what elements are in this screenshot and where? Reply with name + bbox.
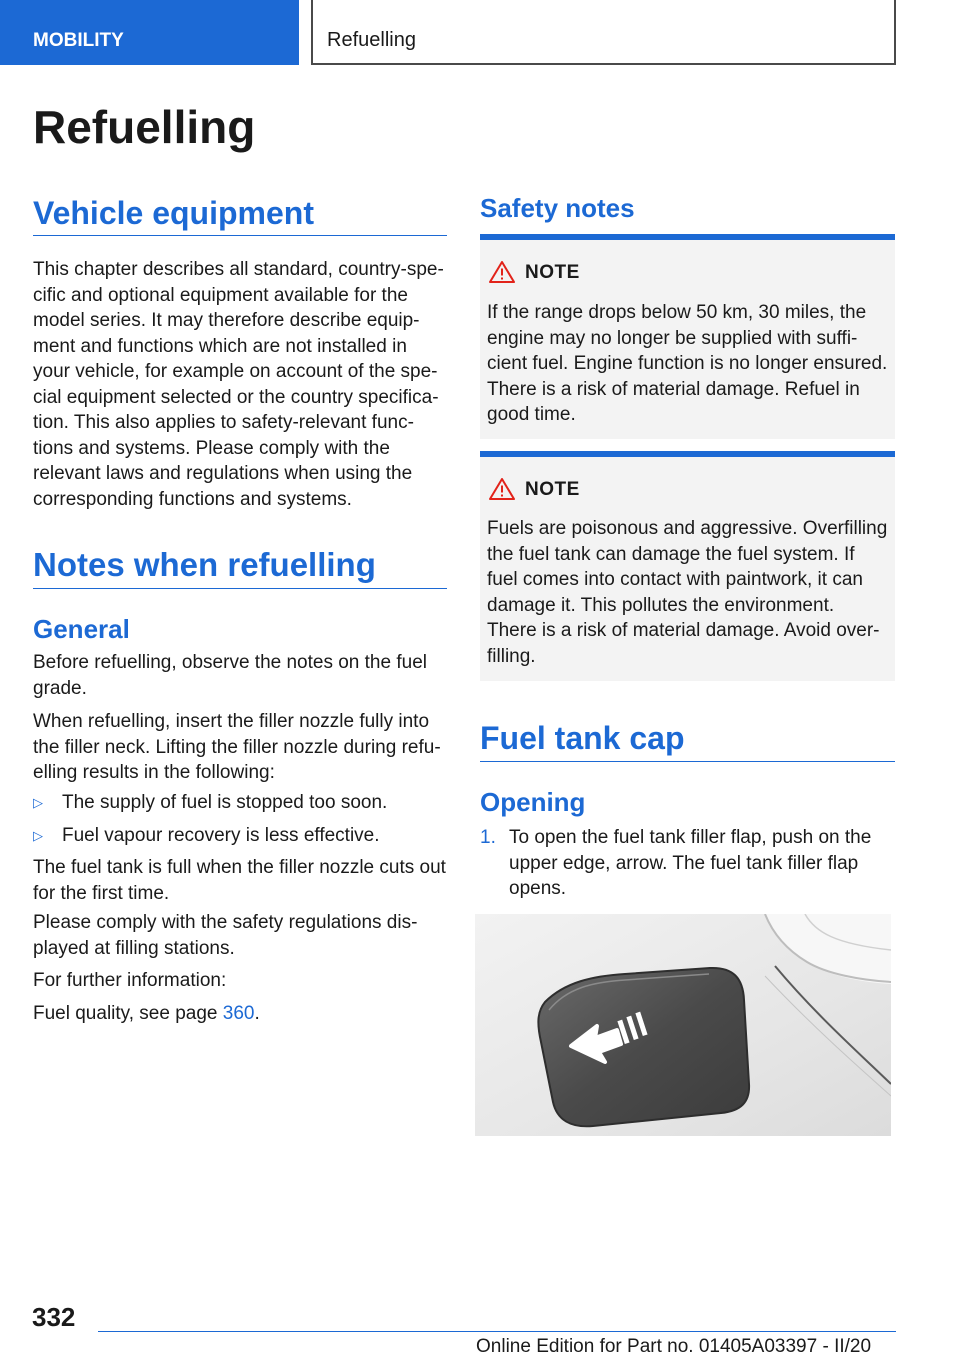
bullet-triangle-icon: ▷ [33, 795, 43, 810]
text-line: opens. [509, 878, 567, 899]
text-line: good time. [487, 404, 576, 425]
text-line: upper edge, arrow. The fuel tank filler flap [509, 852, 859, 874]
page-title: Refuelling [33, 101, 256, 153]
heading-vehicle-equipment: Vehicle equipment [33, 195, 314, 231]
chapter-header [311, 0, 896, 65]
heading-fuel-tank-cap: Fuel tank cap [480, 720, 685, 756]
page-reference [33, 1001, 453, 1027]
step-text [509, 825, 879, 902]
text-line: ment and functions which are not installed in [33, 335, 407, 357]
text-line: corresponding functions and systems. [33, 488, 352, 510]
text-line: model series. It may therefore describe equip‐ [33, 310, 420, 331]
text-line: played at filling stations. [33, 937, 235, 959]
text-line: Please comply with the safety regulations dis‐ [33, 912, 418, 933]
chapter-header-label: Refuelling [327, 29, 416, 51]
footer-rule [98, 1331, 896, 1332]
text-line: tions and systems. Please comply with the [33, 437, 390, 459]
list-item-text: The supply of fuel is stopped too soon. [62, 792, 388, 813]
text-line: There is a risk of material damage. Refuel in [487, 378, 860, 400]
footer-edition: Online Edition for Part no. 01405A03397 - II/20 [476, 1336, 872, 1357]
heading-rule [33, 235, 447, 236]
text-line: engine may no longer be supplied with suffi‐ [487, 327, 858, 349]
page-number: 332 [32, 1302, 76, 1332]
vehicle-equipment-paragraph [33, 257, 453, 512]
text-line: for the first time. [33, 882, 170, 904]
note-label: NOTE [525, 262, 580, 283]
general-paragraph-1 [33, 650, 453, 701]
numbered-step [480, 825, 895, 905]
section-tab-label: MOBILITY [33, 30, 124, 51]
general-paragraph-2 [33, 709, 453, 786]
text-line: Fuels are poisonous and aggressive. Overfilling [487, 518, 888, 539]
note-label: NOTE [525, 479, 580, 500]
text-line: relevant laws and regulations when using the [33, 463, 413, 484]
text-line: elling results in the following: [33, 762, 275, 783]
text-line: tion. This also applies to safety-relevant func‐ [33, 412, 414, 433]
text-line: fuel comes into contact with paintwork, it can [487, 569, 863, 590]
general-paragraph-5: For further information: [33, 970, 227, 991]
text-line: the fuel tank can damage the fuel system. If [487, 543, 855, 565]
text-line: This chapter describes all standard, country-spe‐ [33, 259, 444, 280]
fuel-flap-illustration [475, 914, 891, 1136]
warning-triangle-icon [488, 477, 516, 501]
note-box [480, 234, 895, 439]
text-line: cial equipment selected or the country specifica‐ [33, 386, 439, 408]
note-text [487, 300, 891, 428]
subheading-opening: Opening [480, 787, 586, 817]
list-item [33, 790, 453, 815]
list-item-text: Fuel vapour recovery is less effective. [62, 825, 380, 846]
text-line: the filler neck. Lifting the filler nozzle during refu‐ [33, 736, 441, 758]
text-line: The fuel tank is full when the filler nozzle cuts out [33, 857, 446, 878]
text-line: Before refuelling, observe the notes on the fuel [33, 652, 427, 673]
text-line: grade. [33, 677, 87, 699]
step-number: 1. [480, 827, 496, 848]
heading-rule [33, 588, 447, 589]
page-link[interactable]: 360 [222, 1003, 255, 1024]
text-line: filling. [487, 645, 536, 667]
text-line: cific and optional equipment available for the [33, 284, 408, 306]
section-tab [0, 0, 299, 65]
bullet-triangle-icon: ▷ [33, 828, 43, 843]
text-line: To open the fuel tank filler flap, push on the [509, 827, 872, 848]
note-box [480, 451, 895, 681]
reference-text: Fuel quality, see page [33, 1003, 223, 1024]
text-line: When refuelling, insert the filler nozzle fully into [33, 711, 430, 732]
reference-end: . [254, 1003, 260, 1024]
general-paragraph-4 [33, 910, 453, 961]
note-text [487, 516, 891, 669]
list-item [33, 823, 453, 848]
text-line: damage it. This pollutes the environment. [487, 594, 835, 616]
heading-safety-notes: Safety notes [480, 193, 635, 223]
general-paragraph-3 [33, 855, 453, 906]
fuel-flap-photo [475, 914, 891, 1136]
warning-triangle-icon [488, 260, 516, 284]
text-line: your vehicle, for example on account of the spe‐ [33, 361, 438, 382]
subheading-general: General [33, 614, 130, 644]
heading-rule [480, 761, 895, 762]
text-line: cient fuel. Engine function is no longer ensured. [487, 353, 888, 374]
text-line: If the range drops below 50 km, 30 miles, the [487, 302, 867, 323]
text-line: There is a risk of material damage. Avoid over‐ [487, 620, 880, 641]
heading-notes-when-refuelling: Notes when refuelling [33, 546, 376, 583]
